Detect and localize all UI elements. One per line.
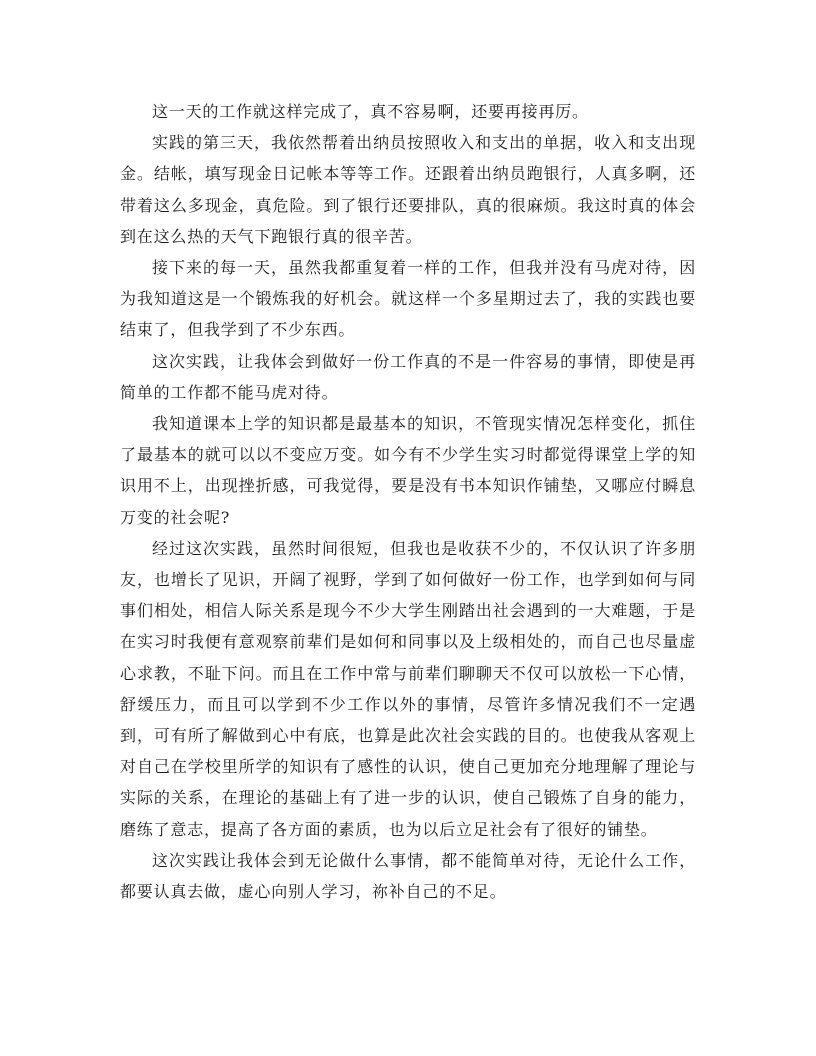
- paragraph-3: 接下来的每一天，虽然我都重复着一样的工作，但我并没有马虎对待，因为我知道这是一个锻炼我的好机会。就这样一个多星期过去了，我的实践也要结束了，但我学到了不少东西。: [120, 258, 696, 340]
- paragraph-2: 实践的第三天，我依然帮着出纳员按照收入和支出的单据，收入和支出现金。结帐，填写现金日记帐本等等工作。还跟着出纳员跑银行，人真多啊，还带着这么多现金，真危险。到了银行还要排队，真的很麻烦。我这时真的体会到在这么热的天气下跑银行真的很辛苦。: [120, 133, 696, 246]
- paragraph-7: 这次实践让我体会到无论做什么事情，都不能简单对待，无论什么工作，都要认真去做，虚心向别人学习，祢补自己的不足。: [120, 850, 696, 902]
- document-body: [120, 96, 696, 907]
- paragraph-6: 经过这次实践，虽然时间很短，但我也是收获不少的，不仅认识了许多朋友，也增长了见识，开阔了视野，学到了如何做好一份工作，也学到如何与同事们相处，相信人际关系是现今不少大学生刚踏出社会遇到的一大难题，于是在实习时我便有意观察前辈们是如何和同事以及上级相处的，而自己也尽量虚心求教，不耻下问。而且在工作中常与前辈们聊聊天不仅可以放松一下心情，舒缓压力，而且可以学到不少工作以外的事情，尽管许多情况我们不一定遇到，可有所了解做到心中有底，也算是此次社会实践的目的。也使我从客观上对自己在学校里所学的知识有了感性的认识，使自己更加充分地理解了理论与实际的关系，在理论的基础上有了进一步的认识，使自己锻炼了自身的能力，磨练了意志，提高了各方面的素质，也为以后立足社会有了很好的铺垫。: [120, 538, 696, 839]
- paragraph-1: 这一天的工作就这样完成了，真不容易啊，还要再接再厉。: [152, 102, 589, 121]
- paragraph-5: 我知道课本上学的知识都是最基本的知识，不管现实情况怎样变化，抓住了最基本的就可以以不变应万变。如今有不少学生实习时都觉得课堂上学的知识用不上，出现挫折感，可我觉得，要是没有书本知识作铺垫，又哪应付瞬息万变的社会呢?: [120, 414, 696, 527]
- paragraph-4: 这次实践，让我体会到做好一份工作真的不是一件容易的事情，即使是再简单的工作都不能马虎对待。: [120, 351, 696, 402]
